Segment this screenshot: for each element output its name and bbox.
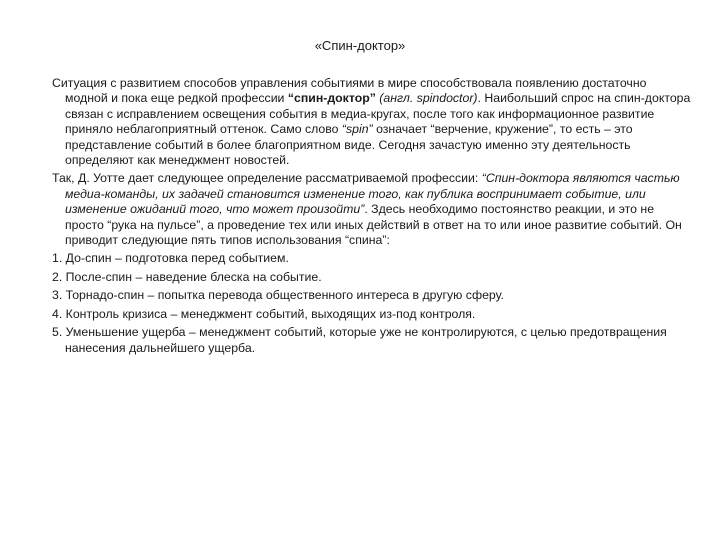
text-fragment: Ситуация с развитием способов управления событиями в мире способствовала появлению достаточно модной и пока еще редкой профессии: [52, 76, 647, 106]
text-fragment: Так, Д. Уотте дает следующее определение рассматриваемой профессии:: [52, 171, 482, 186]
slide-body: [52, 76, 692, 359]
term-spin-doctor: “спин-доктор”: [287, 91, 376, 106]
slide-title: «Спин-доктор»: [314, 38, 406, 53]
paragraph-definition: [52, 171, 692, 248]
list-item: 5. Уменьшение ущерба – менеджмент событий, которые уже не контролируются, с целью предотвращения нанесения дальнейшего ущерба.: [52, 325, 667, 355]
list-item: 2. После-спин – наведение блеска на событие.: [52, 269, 322, 284]
text-fragment: означает “верчение, кружение”, то есть – это представление событий в более благоприятном виде. Сегодня зачастую именно эту деятельность определяют как менеджмент новостей.: [65, 122, 633, 168]
definition-quote: “Спин-доктора являются частью медиа-команды, их задачей становится изменение того, как публика воспринимает событие, или изменение ожиданий того, что может произойти”: [65, 171, 680, 217]
list-item: 3. Торнадо-спин – попытка перевода общественного интереса в другую сферу.: [52, 288, 504, 303]
list-item: 1. До-спин – подготовка перед событием.: [52, 251, 289, 266]
word-spin: “spin”: [341, 122, 373, 137]
text-fragment: . Здесь необходимо постоянство реакции, и это не просто “рука на пульсе”, а проведение тех или иных действий в ответ на то или иное развитие событий. Он приводит следующие пять типов использования “спина”:: [65, 202, 682, 248]
english-term: (англ. spindoctor): [379, 91, 478, 106]
text-fragment: . Наибольший спрос на спин-доктора связан с исправлением освещения события в медиа-кругах, после того как информационное развитие приняло неблагоприятный оттенок. Само слово: [65, 91, 691, 137]
list-item: 4. Контроль кризиса – менеджмент событий, выходящих из-под контроля.: [52, 306, 476, 321]
paragraph-situation: [52, 76, 692, 168]
